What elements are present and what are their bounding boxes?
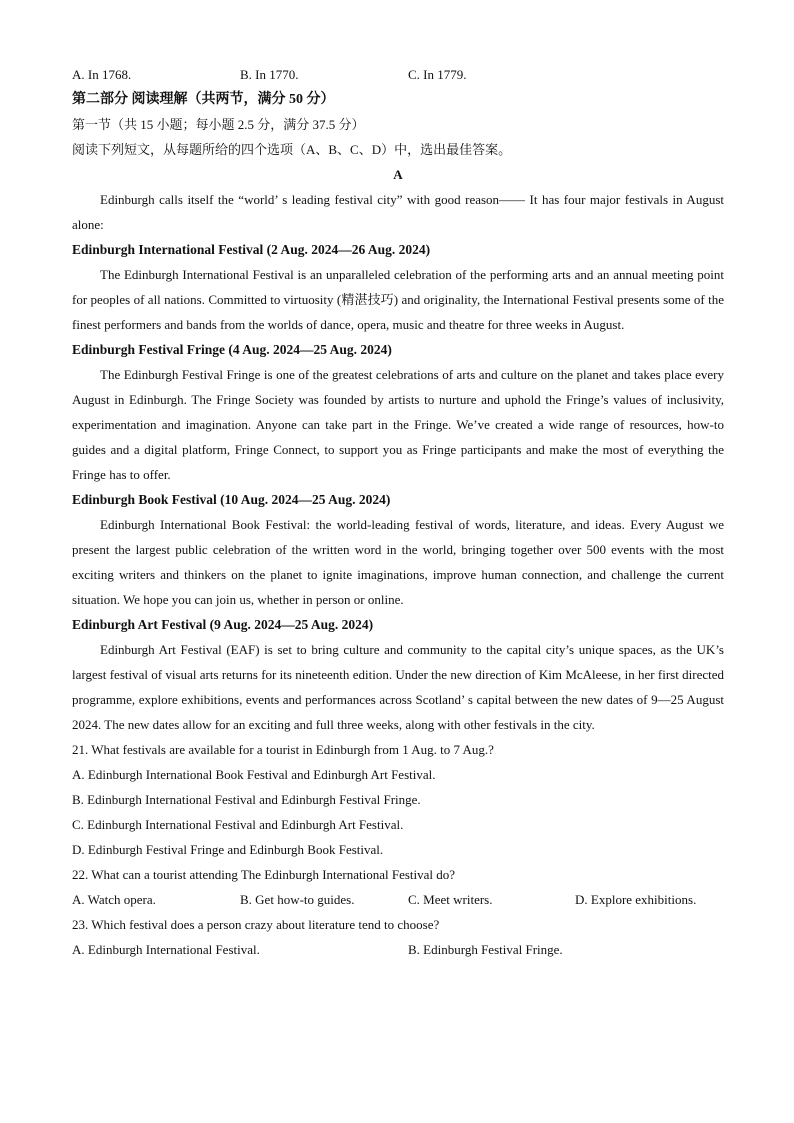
question-stem: 21. What festivals are available for a tourist in Edinburgh from 1 Aug. to 7 Aug.? [72, 742, 494, 757]
option-a: A. In 1768. [72, 67, 132, 82]
question-options-row [72, 937, 724, 962]
part-title: 第二部分 阅读理解（共两节，满分 50 分） [72, 92, 335, 107]
question-option: B. Edinburgh International Festival and Edinburgh Festival Fringe. [72, 792, 421, 807]
passage-label: A [393, 167, 403, 182]
question-option: D. Edinburgh Festival Fringe and Edinburgh Book Festival. [72, 842, 384, 857]
question-options-row [72, 887, 724, 912]
festival-description: Edinburgh International Book Festival: the world-leading festival of words, literature, and ideas. Every August we present the largest public celebration of the written word in the world, bringing together over 500 events with the most exciting writers and thinkers on the planet to ignite imaginations, improve human connection, and challenge the current situation. We hope you can join us, whether in person or online. [72, 517, 724, 607]
question-option: A. Edinburgh International Festival. [72, 942, 260, 957]
question-option: D. Explore exhibitions. [575, 892, 697, 907]
festival-description: The Edinburgh Festival Fringe is one of the greatest celebrations of arts and culture on the planet and takes place every August in Edinburgh. The Fringe Society was founded by artists to nurture and uphold the Fringe’s values of inclusivity, experimentation and imagination. Anyone can take part in the Fringe. We’ve created a wide range of resources, how-to guides and a digital platform, Fringe Connect, to support you as Fringe participants and make the most of everything the Fringe has to offer. [72, 367, 724, 482]
passage-intro: Edinburgh calls itself the “world’ s leading festival city” with good reason—— It has four major festivals in August alone: [72, 192, 724, 232]
instructions: 阅读下列短文，从每题所给的四个选项（A、B、C、D）中，选出最佳答案。 [72, 142, 512, 157]
question-option: B. Edinburgh Festival Fringe. [408, 942, 563, 957]
question-option: B. Get how-to guides. [240, 892, 355, 907]
previous-question-options [72, 62, 724, 87]
question-option: A. Edinburgh International Book Festival and Edinburgh Art Festival. [72, 767, 436, 782]
question-option: C. Edinburgh International Festival and Edinburgh Art Festival. [72, 817, 404, 832]
option-c: C. In 1779. [408, 67, 467, 82]
question-stem: 23. Which festival does a person crazy about literature tend to choose? [72, 917, 440, 932]
festival-heading: Edinburgh Art Festival (9 Aug. 2024—25 Aug. 2024) [72, 617, 374, 632]
section-title: 第一节（共 15 小题；每小题 2.5 分，满分 37.5 分） [72, 117, 365, 132]
festival-description: The Edinburgh International Festival is an unparalleled celebration of the performing arts and an annual meeting point for peoples of all nations. Committed to virtuosity (精湛技巧) and originality, the International Festival presents some of the finest performers and bands from the worlds of dance, opera, music and theatre for three weeks in August. [72, 267, 724, 332]
festival-heading: Edinburgh International Festival (2 Aug. 2024—26 Aug. 2024) [72, 242, 431, 257]
exam-page [72, 62, 724, 962]
question-option: A. Watch opera. [72, 892, 156, 907]
question-option: C. Meet writers. [408, 892, 493, 907]
festival-description: Edinburgh Art Festival (EAF) is set to bring culture and community to the capital city’s unique spaces, as the UK’s largest festival of visual arts returns for its nineteenth edition. Under the new direction of Kim McAleese, in her first directed programme, explore exhibitions, events and performances across Scotland’ s capital between the new dates of 9—25 August 2024. The new dates allow for an exciting and full three weeks, along with other festivals in the city. [72, 642, 724, 732]
festival-heading: Edinburgh Festival Fringe (4 Aug. 2024—25 Aug. 2024) [72, 342, 392, 357]
festival-heading: Edinburgh Book Festival (10 Aug. 2024—25 Aug. 2024) [72, 492, 391, 507]
option-b: B. In 1770. [240, 67, 299, 82]
question-stem: 22. What can a tourist attending The Edinburgh International Festival do? [72, 867, 456, 882]
